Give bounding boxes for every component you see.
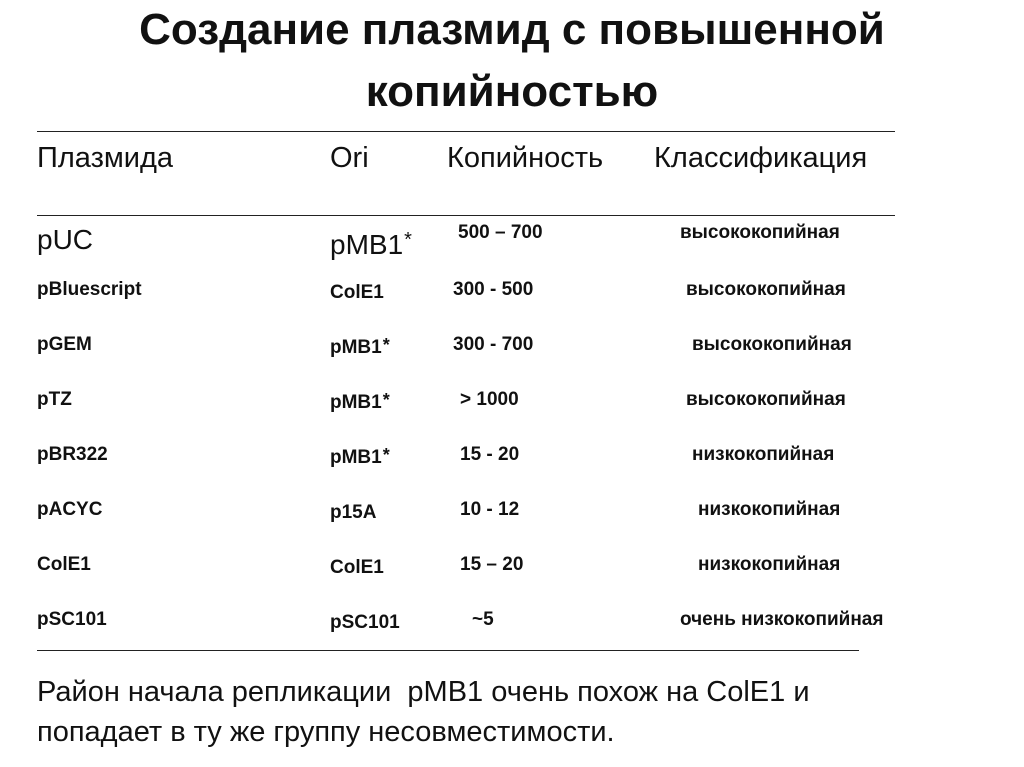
header-classification: Классификация [654,142,868,174]
row-classification: очень низкокопийная [680,609,884,630]
row-ori [330,223,412,262]
row-ori-name: pMB1 [330,229,404,260]
row-ori-name: p15A [330,502,377,523]
row-classification: низкокопийная [692,444,835,465]
row-ori [330,388,390,415]
header-plasmid: Плазмида [37,142,174,174]
row-classification: высококопийная [680,222,840,243]
row-classification: высококопийная [692,334,852,355]
header-copy-number: Копийность [447,142,604,174]
footnote-line-2: попадает в ту же группу несовместимости. [37,716,615,748]
asterisk-mark: * [404,229,412,251]
row-ori-name: ColE1 [330,282,384,303]
asterisk-mark: * [382,335,390,355]
slide-title-line-1: Создание плазмид с повышенной [139,5,885,54]
row-plasmid: ColE1 [37,554,91,575]
row-copy-number: 15 - 20 [460,444,520,465]
row-ori [330,278,385,305]
row-ori-name: pMB1 [330,447,382,468]
row-plasmid: pBR322 [37,444,108,465]
header-ori: Ori [330,142,369,174]
row-ori [330,553,385,580]
row-classification: низкокопийная [698,499,841,520]
row-ori-name: pMB1 [330,337,382,358]
row-copy-number: ~5 [472,609,494,630]
row-plasmid: pGEM [37,334,92,355]
footnote-line-1: Район начала репликации pMB1 очень похож на ColE1 и [37,676,810,708]
row-copy-number: 300 - 500 [453,279,534,300]
row-ori [330,608,401,635]
row-copy-number: 300 - 700 [453,334,534,355]
table-top-rule [37,131,895,132]
asterisk-mark: * [382,445,390,465]
row-ori [330,333,390,360]
slide-title-line-2: копийностью [365,67,659,116]
row-copy-number: 10 - 12 [460,499,520,520]
row-copy-number: 500 – 700 [458,222,543,243]
table-header-rule [37,215,895,216]
asterisk-mark: * [382,390,390,410]
row-ori-name: pSC101 [330,612,400,633]
row-plasmid: pSC101 [37,609,107,630]
row-copy-number: 15 – 20 [460,554,524,575]
footnote-text [37,672,997,752]
row-ori-name: ColE1 [330,557,384,578]
row-classification: высококопийная [686,389,846,410]
table-bottom-rule [37,650,859,651]
row-plasmid: pTZ [37,389,72,410]
row-ori [330,498,377,525]
row-ori [330,443,390,470]
row-ori-name: pMB1 [330,392,382,413]
row-plasmid: pACYC [37,499,103,520]
row-plasmid: pBluescript [37,279,142,300]
row-classification: высококопийная [686,279,846,300]
row-copy-number: > 1000 [460,389,519,410]
row-plasmid: pUC [37,224,94,255]
row-classification: низкокопийная [698,554,841,575]
